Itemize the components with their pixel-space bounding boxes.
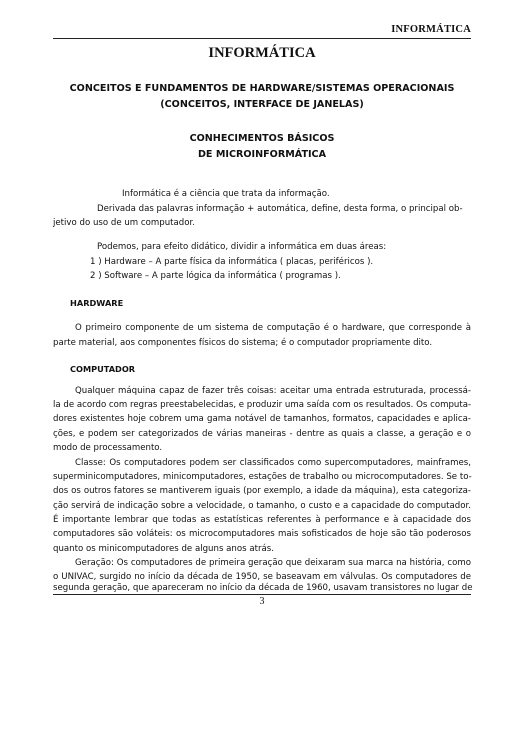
computador-p2-line: quanto os minicomputadores de alguns anos atrás. — [53, 544, 274, 554]
computador-p2-line: dos os outros fatores se mantiverem iguais (por exemplo, a idade da máquina), esta categoriza- — [53, 486, 471, 496]
subtitle-line-1: CONCEITOS E FUNDAMENTOS DE HARDWARE/SISTEMAS OPERACIONAIS — [69, 83, 455, 94]
computador-heading: COMPUTADOR — [70, 364, 136, 374]
computador-p2-line: superminicomputadores, minicomputadores, estações de trabalho ou microcomputadores. Se to- — [53, 472, 472, 482]
intro-list-item-2: 2 ) Software – A parte lógica da informática ( programas ). — [90, 271, 341, 281]
computador-p3-line: o UNIVAC, surgido no início da década de 1950, se baseavam em válvulas. Os computadores de — [53, 572, 471, 582]
computador-p2-line: Classe: Os computadores podem ser classificados como supercomputadores, mainframes, — [75, 458, 471, 468]
section-heading-line-1: CONHECIMENTOS BÁSICOS — [189, 133, 335, 144]
computador-p2-line: computadores são voláteis: os microcomputadores mais sofisticados de hoje são tão poderosos — [53, 529, 471, 539]
hardware-line-2: parte material, aos componentes físicos do sistema; é o computador propriamente dito. — [53, 338, 433, 348]
header-rule — [53, 38, 471, 39]
footer-rule — [53, 594, 471, 595]
page-title: INFORMÁTICA — [208, 45, 316, 61]
intro-line-3: jetivo do uso de um computador. — [53, 218, 195, 228]
intro-line-4: Podemos, para efeito didático, dividir a informática em duas áreas: — [97, 242, 387, 252]
computador-p3-line: segunda geração, que apareceram no início da década de 1960, usavam transistores no lugar de — [53, 583, 473, 593]
subtitle-line-2: (CONCEITOS, INTERFACE DE JANELAS) — [160, 99, 364, 110]
computador-p1-line: la de acordo com regras preestabelecidas, e produzir uma saída com os resultados. Os computa- — [53, 400, 472, 410]
computador-p3-line: Geração: Os computadores de primeira geração que deixaram sua marca na história, como — [75, 558, 471, 568]
hardware-line-1: O primeiro componente de um sistema de computação é o hardware, que corresponde à — [75, 323, 471, 333]
computador-p1-line: ções, e podem ser categorizados de várias maneiras - dentre as quais a classe, a geração e o — [53, 429, 471, 439]
intro-line-2: Derivada das palavras informação + automática, define, desta forma, o principal ob- — [97, 204, 463, 214]
running-header: INFORMÁTICA — [391, 24, 471, 35]
computador-p2-line: ção servirá de indicação sobre a velocidade, o tamanho, o custo e a capacidade do computador. — [53, 501, 471, 511]
hardware-heading: HARDWARE — [70, 298, 124, 308]
computador-p1-line: dores existentes hoje cobrem uma gama notável de tamanhos, formatos, capacidades e aplica- — [53, 414, 471, 424]
page-number: 3 — [259, 596, 265, 607]
intro-line-1: Informática é a ciência que trata da informação. — [122, 189, 330, 199]
intro-list-item-1: 1 ) Hardware – A parte física da informática ( placas, periféricos ). — [90, 257, 374, 267]
computador-p2-line: É importante lembrar que todas as estatísticas referentes à performance e à capacidade dos — [53, 515, 471, 525]
section-heading-line-2: DE MICROINFORMÁTICA — [197, 149, 327, 160]
computador-p1-line: modo de processamento. — [53, 443, 163, 453]
computador-p1-line: Qualquer máquina capaz de fazer três coisas: aceitar uma entrada estruturada, processá- — [75, 386, 471, 396]
